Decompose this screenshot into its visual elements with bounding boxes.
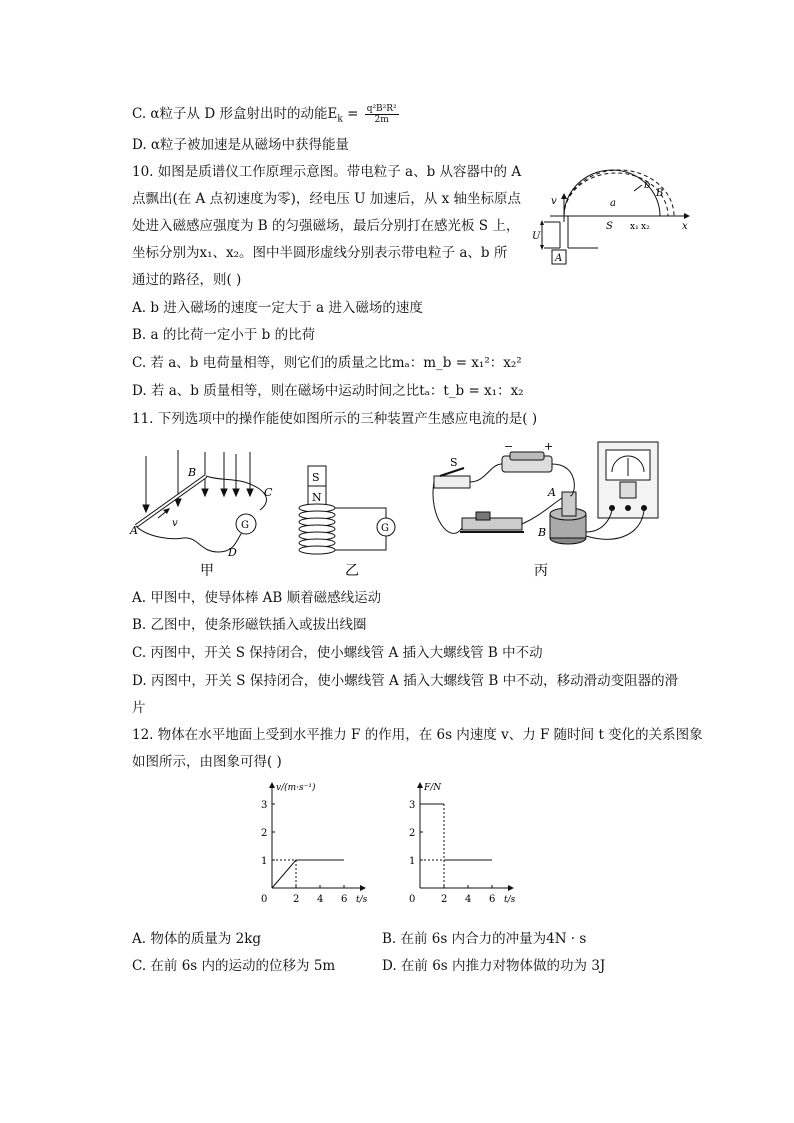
q12-option-b: B. 在前 6s 内合力的冲量为4N · s — [382, 931, 587, 947]
q11-option-c: C. 丙图中，开关 S 保持闭合，使小螺线管 A 插入大螺线管 B 中不动 — [132, 645, 543, 661]
q11-option-b: B. 乙图中，使条形磁铁插入或拔出线圈 — [132, 617, 367, 633]
fig10-A-label: A — [555, 253, 563, 264]
ft-y-label: F/N — [424, 783, 442, 793]
fig-jia-v-label: v — [172, 518, 178, 529]
caption-bing: 丙 — [534, 563, 548, 579]
vt-y-tick-label: 1 — [261, 856, 268, 867]
force-time-chart — [398, 780, 518, 906]
fig10-b-label: b — [644, 180, 651, 191]
ft-x-tick-label: 0 — [409, 894, 416, 905]
q11-option-a: A. 甲图中，使导体棒 AB 顺着磁感线运动 — [132, 590, 382, 606]
fig-bing-A-label: A — [548, 486, 556, 499]
q9-fraction-numerator: q²B²R² — [366, 104, 397, 114]
fig-jia-A-label: A — [130, 524, 138, 537]
figure-bing-two-coils — [430, 436, 662, 580]
caption-yi: 乙 — [345, 563, 359, 579]
ft-y-tick-label: 1 — [409, 856, 416, 867]
q12-option-d: D. 在前 6s 内推力对物体做的功为 3J — [382, 958, 606, 974]
q10-stem-line-4: 坐标分别为x₁、x₂。图中半圆形虚线分别表示带电粒子 a、b 所 — [132, 245, 508, 261]
vt-y-arrow — [269, 782, 275, 788]
q12-stem-line-2: 如图所示，由图象可得( ) — [132, 754, 282, 770]
magnet-N-label: N — [312, 491, 322, 504]
ft-x-label: t/s — [504, 895, 516, 905]
q12-option-c: C. 在前 6s 内的运动的位移为 5m — [132, 958, 336, 974]
ft-y-tick-label: 3 — [409, 800, 416, 811]
q9-option-c-sub: k — [337, 114, 343, 125]
q11-option-d-cont: 片 — [132, 700, 146, 716]
fig10-U-label: U — [532, 231, 541, 242]
ft-x-tick-label: 6 — [489, 894, 496, 905]
ft-y-tick-label: 2 — [409, 828, 416, 839]
fig-yi-G-label: G — [381, 523, 389, 534]
fig10-v-label: v — [551, 196, 557, 207]
figure-jia-rod-circuit — [128, 448, 278, 580]
fig10-a-label: a — [610, 198, 616, 209]
figure-yi-magnet-coil — [290, 462, 400, 580]
q9-option-c-text: C. α粒子从 D 形盒射出时的动能E — [132, 106, 338, 122]
vt-x-tick-label: 6 — [341, 894, 348, 905]
vt-x-tick-label: 0 — [261, 894, 268, 905]
q10-option-a: A. b 进入磁场的速度一定大于 a 进入磁场的速度 — [132, 300, 423, 316]
ft-x-tick-label: 2 — [441, 894, 448, 905]
mass-spectrometer-figure — [530, 168, 700, 270]
vt-y-tick-label: 3 — [261, 800, 268, 811]
fig-jia-D-label: D — [228, 546, 237, 559]
vt-y-label: v/(m·s⁻¹) — [276, 783, 316, 793]
vt-x-tick-label: 2 — [293, 894, 300, 905]
fig10-B-label: B — [656, 188, 664, 199]
q12-option-a: A. 物体的质量为 2kg — [132, 931, 262, 947]
fig10-S-label: S — [606, 221, 613, 232]
q9-option-c — [132, 104, 399, 130]
magnet-S-label: S — [312, 471, 320, 484]
fig10-x-label: x — [682, 221, 688, 232]
ft-x-arrow — [508, 885, 514, 891]
q9-option-d: D. α粒子被加速是从磁场中获得能量 — [132, 137, 350, 153]
q11-option-d: D. 丙图中，开关 S 保持闭合，使小螺线管 A 插入大螺线管 B 中不动，移动滑动变阻器的滑 — [132, 673, 679, 689]
q9-option-c-fraction — [365, 104, 399, 125]
caption-jia: 甲 — [200, 563, 214, 579]
q10-stem-line-5: 通过的路径，则( ) — [132, 272, 242, 288]
q10-option-b: B. a 的比荷一定小于 b 的比荷 — [132, 327, 316, 343]
q10-stem-line-3: 处进入磁感应强度为 B 的匀强磁场，最后分别打在感光板 S 上， — [132, 218, 520, 234]
q11-stem: 11. 下列选项中的操作能使如图所示的三种装置产生感应电流的是( ) — [132, 411, 538, 427]
q10-option-d: D. 若 a、b 质量相等，则在磁场中运动时间之比tₐ：t_b = x₁：x₂ — [132, 383, 524, 399]
fig10-x1-label: x₁ — [630, 222, 639, 232]
q10-stem-line-1: 10. 如图是质谱仪工作原理示意图。带电粒子 a、b 从容器中的 A — [132, 164, 522, 180]
fig-jia-B-label: B — [188, 466, 197, 479]
vt-x-label: t/s — [356, 895, 368, 905]
fig-bing-S-label: S — [450, 456, 458, 469]
vt-y-tick-label: 2 — [261, 828, 268, 839]
q9-fraction-denominator: 2m — [374, 115, 389, 125]
q9-option-c-eq: = — [342, 106, 363, 122]
fig-jia-G-label: G — [241, 520, 249, 531]
battery-plus-label: + — [544, 440, 554, 453]
q10-stem-line-2: 点飘出(在 A 点初速度为零)，经电压 U 加速后，从 x 轴坐标原点 — [132, 191, 522, 207]
battery-minus-label: − — [504, 440, 514, 453]
fig-jia-C-label: C — [264, 486, 273, 499]
velocity-time-chart — [250, 780, 390, 906]
vt-x-tick-label: 4 — [317, 894, 324, 905]
fig-bing-B-label: B — [538, 526, 547, 539]
ft-x-tick-label: 4 — [465, 894, 472, 905]
ft-y-arrow — [417, 782, 423, 788]
fig10-x2-label: x₂ — [641, 222, 650, 232]
vt-series-line — [272, 860, 344, 888]
q12-stem-line-1: 12. 物体在水平地面上受到水平推力 F 的作用，在 6s 内速度 v、力 F 随时间 t 变化的关系图象 — [132, 727, 703, 743]
vt-x-arrow — [360, 885, 366, 891]
q10-option-c: C. 若 a、b 电荷量相等，则它们的质量之比mₐ：m_b = x₁²：x₂² — [132, 355, 522, 371]
